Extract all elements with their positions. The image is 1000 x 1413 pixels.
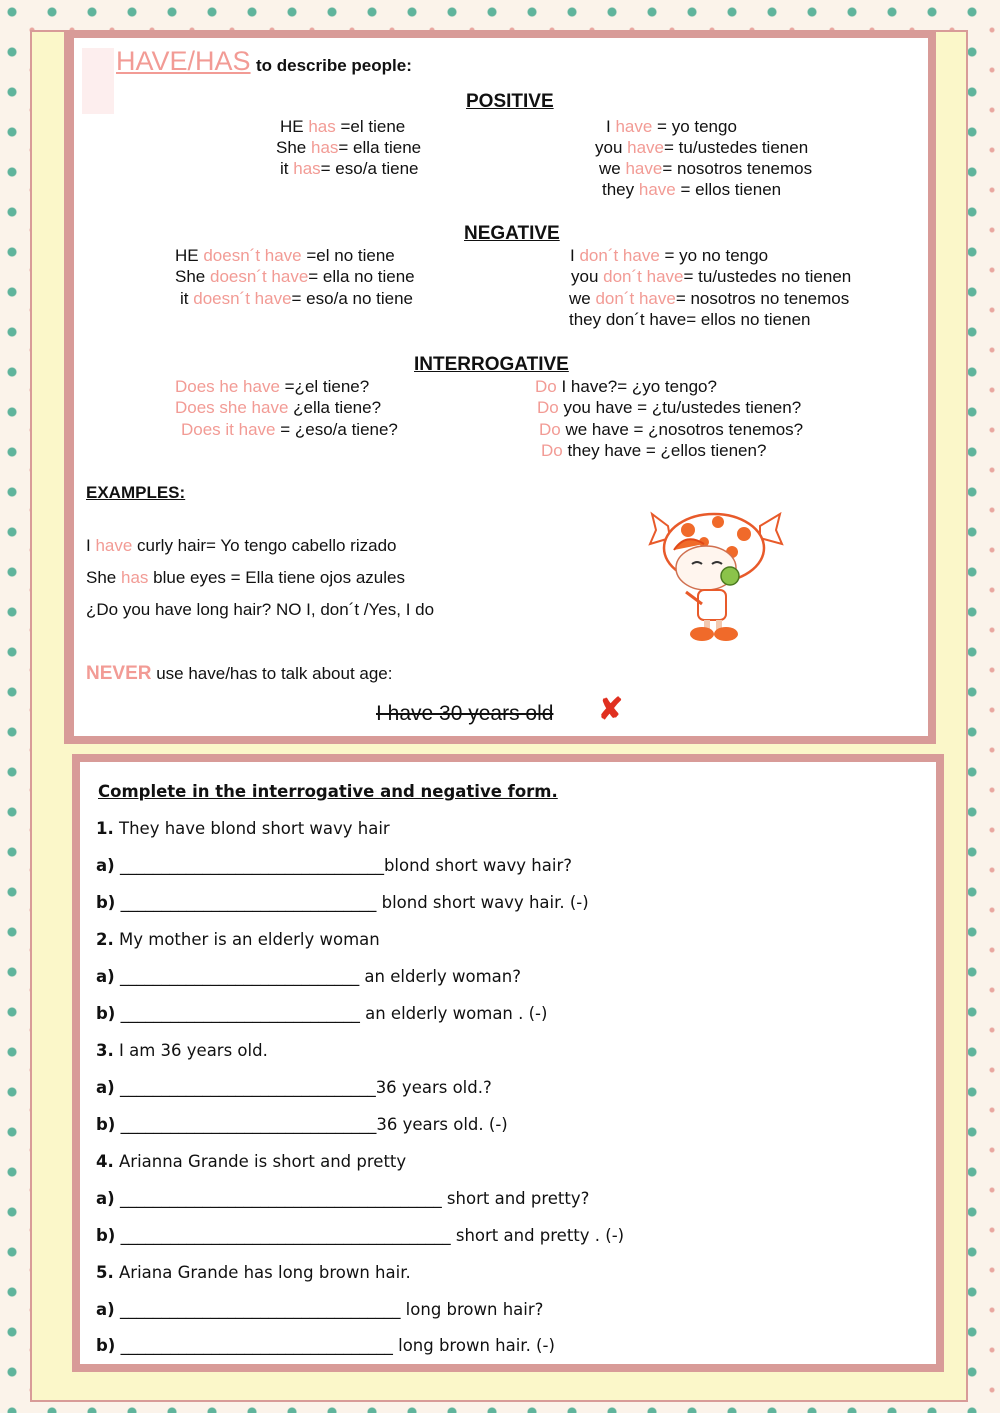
positive-heading: POSITIVE [466, 91, 554, 112]
negative-left-line: it doesn´t have= eso/a no tiene [180, 289, 413, 308]
negative-heading: NEGATIVE [464, 223, 560, 244]
positive-right-line: we have= nosotros tenemos [599, 159, 813, 178]
positive-left-line: it has= eso/a tiene [280, 159, 419, 178]
answer-blank[interactable]: _________________________________ [120, 1336, 393, 1355]
exercise-question: 4. Arianna Grande is short and pretty [96, 1152, 407, 1171]
interrogative-left-line: Does she have ¿ella tiene? [175, 398, 382, 417]
answer-line-b[interactable]: b) _____________________________ an elderly woman . (-) [96, 1004, 548, 1023]
answer-line-a[interactable]: a) __________________________________ long brown hair? [96, 1300, 544, 1319]
exercise-instruction: Complete in the interrogative and negative form. [98, 782, 558, 801]
example-line: I have curly hair= Yo tengo cabello rizado [86, 536, 397, 555]
answer-line-b[interactable]: b) _______________________________36 years old. (-) [96, 1115, 508, 1134]
answer-blank[interactable]: _______________________________ [119, 1078, 376, 1097]
exercise-question: 3. I am 36 years old. [96, 1041, 268, 1060]
interrogative-right-line: Do we have = ¿nosotros tenemos? [539, 420, 804, 439]
never-note: NEVER use have/has to talk about age: [86, 663, 393, 684]
negative-left-line: She doesn´t have= ella no tiene [175, 267, 415, 286]
answer-blank[interactable]: ________________________________ [119, 856, 384, 875]
positive-right-line: they have = ellos tienen [602, 180, 782, 199]
page-subtitle: to describe people: [256, 56, 412, 75]
negative-right-line: you don´t have= tu/ustedes no tienen [571, 267, 852, 286]
interrogative-heading: INTERROGATIVE [414, 354, 569, 375]
interrogative-right-line: Do they have = ¿ellos tienen? [541, 441, 767, 460]
answer-line-b[interactable]: b) ________________________________________ short and pretty . (-) [96, 1226, 625, 1245]
answer-blank[interactable]: __________________________________ [119, 1300, 401, 1319]
page-title: HAVE/HAS [116, 46, 251, 76]
negative-right-line: I don´t have = yo no tengo [570, 246, 769, 265]
positive-left-line: HE has =el tiene [280, 117, 406, 136]
negative-right-line: we don´t have= nosotros no tenemos [569, 289, 850, 308]
cross-icon: ✘ [598, 693, 624, 726]
exercise-question: 5. Ariana Grande has long brown hair. [96, 1263, 411, 1282]
interrogative-right-line: Do I have?= ¿yo tengo? [535, 377, 717, 396]
incorrect-example: I have 30 years old [376, 702, 554, 725]
example-line: ¿Do you have long hair? NO I, don´t /Yes, I do [86, 600, 435, 619]
negative-left-line: HE doesn´t have =el no tiene [175, 246, 395, 265]
example-line: She has blue eyes = Ella tiene ojos azules [86, 568, 405, 587]
exercise-question: 2. My mother is an elderly woman [96, 930, 380, 949]
title-decoration [82, 48, 114, 114]
negative-right-line: they don´t have= ellos no tienen [569, 310, 811, 329]
answer-blank[interactable]: _______________________________ [120, 1115, 377, 1134]
answer-blank[interactable]: _____________________________ [119, 967, 360, 986]
interrogative-left-line: Does he have =¿el tiene? [175, 377, 370, 396]
interrogative-right-line: Do you have = ¿tu/ustedes tienen? [537, 398, 802, 417]
positive-right-line: you have= tu/ustedes tienen [595, 138, 809, 157]
examples-heading: EXAMPLES: [86, 483, 186, 502]
answer-blank[interactable]: _____________________________ [120, 1004, 360, 1023]
answer-line-b[interactable]: b) _________________________________ long brown hair. (-) [96, 1336, 555, 1355]
answer-blank[interactable]: _______________________________ [120, 893, 377, 912]
interrogative-left-line: Does it have = ¿eso/a tiene? [181, 420, 398, 439]
answer-line-a[interactable]: a) _______________________________________ short and pretty? [96, 1189, 590, 1208]
positive-right-line: I have = yo tengo [606, 117, 737, 136]
answer-line-a[interactable]: a) ________________________________blond short wavy hair? [96, 856, 572, 875]
answer-line-a[interactable]: a) _______________________________36 years old.? [96, 1078, 492, 1097]
exercise-question: 1. They have blond short wavy hair [96, 819, 390, 838]
cartoon-girl-illustration [648, 508, 788, 642]
answer-line-a[interactable]: a) _____________________________ an elderly woman? [96, 967, 521, 986]
answer-line-b[interactable]: b) _______________________________ blond short wavy hair. (-) [96, 893, 589, 912]
answer-blank[interactable]: _______________________________________ [119, 1189, 442, 1208]
answer-blank[interactable]: ________________________________________ [120, 1226, 451, 1245]
positive-left-line: She has= ella tiene [276, 138, 422, 157]
